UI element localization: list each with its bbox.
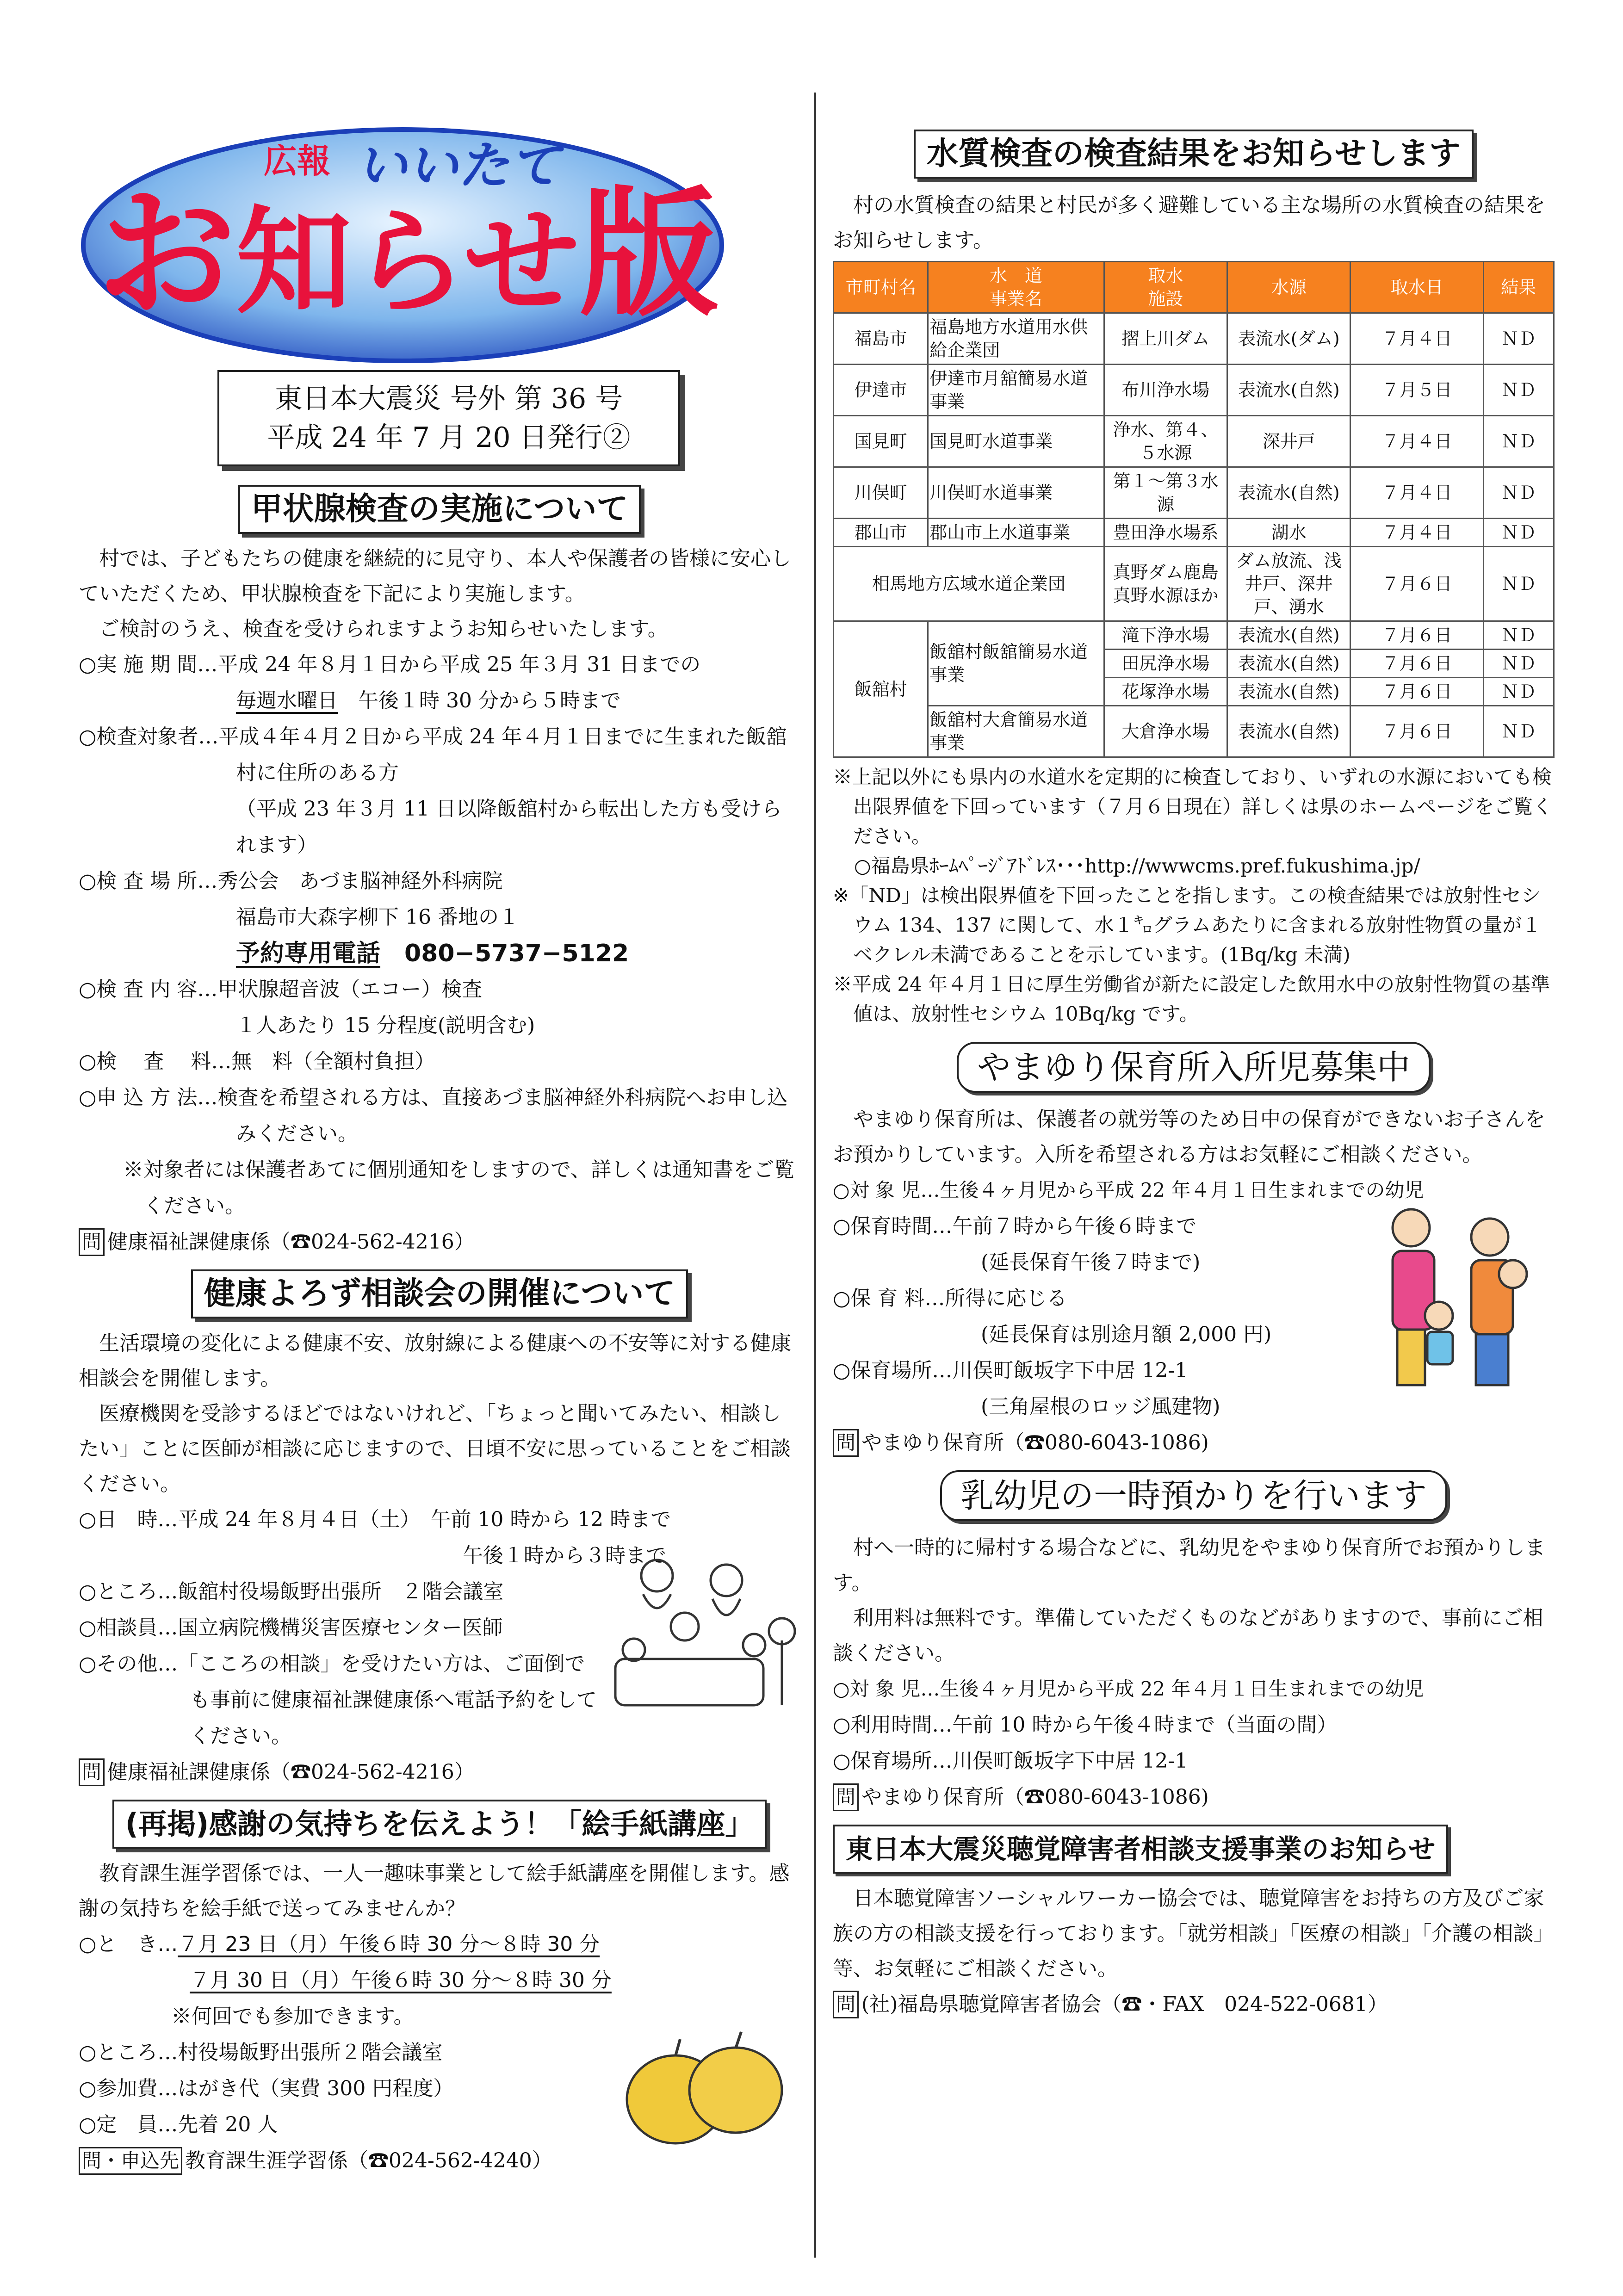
right-column: [833, 0, 1555, 2023]
cell-source: 表流水(ダム): [1227, 313, 1350, 365]
water-note2: ※「ND」は検出限界値を下回ったことを指します。この検査結果では放射性セシウム 134、137 に関して、水１㌔グラムあたりに含まれる放射性物質の量が１ベクレル未満であることを示しています。(1Bq/kg 未満): [833, 884, 1542, 966]
thyroid-fee-value: 無 料（全額村負担）: [231, 1050, 435, 1073]
hearing-heading: 東日本大震災聴覚障害者相談支援事業のお知らせ: [833, 1825, 1448, 1874]
thyroid-period-day: 毎週水曜日: [236, 689, 338, 712]
cell-project: 川俣町水道事業: [928, 467, 1104, 519]
etegami-details: [79, 2035, 800, 2179]
thyroid-contact-line: [79, 1224, 800, 1260]
cell-source: 表流水(自然): [1227, 678, 1350, 706]
nursery-place-note: (三角屋根のロッジ風建物): [981, 1395, 1220, 1418]
childcare-target: ○対 象 児…生後４ヶ月児から平成 22 年４月１日生まれまでの幼児: [833, 1677, 1424, 1700]
cell-facility: 摺上川ダム: [1104, 313, 1227, 365]
health-date: [79, 1502, 800, 1538]
nursery-contact-mark: 問: [833, 1429, 859, 1457]
header-date: 取水日: [1350, 262, 1483, 313]
etegami-place: ○ところ…村役場飯野出張所２階会議室: [79, 2041, 443, 2064]
thyroid-phone-value: 080−5737−5122: [404, 940, 629, 967]
thyroid-heading: 甲状腺検査の実施について: [238, 485, 641, 534]
cell-project: 伊達市月舘簡易水道事業: [928, 365, 1104, 416]
childcare-contact-line: [833, 1779, 1555, 1815]
etegami-contact-mark: 問・申込先: [79, 2147, 182, 2175]
table-row-iitate: [834, 621, 1554, 650]
cell-facility: 布川浄水場: [1104, 365, 1227, 416]
cell-facility: 滝下浄水場: [1104, 621, 1227, 650]
etegami-p1: 教育課生涯学習係では、一人一趣味事業として絵手紙講座を開催します。感謝の気持ちを絵手紙で送ってみませんか？: [79, 1862, 790, 1920]
column-divider: [814, 93, 816, 2258]
water-heading-wrap: [833, 130, 1555, 179]
nursery-target: ○対 象 児…生後４ヶ月児から平成 22 年４月１日生まれまでの幼児: [833, 1179, 1424, 1201]
nursery-heading-wrap: [833, 1042, 1555, 1093]
cell-date: ７月６日: [1350, 621, 1483, 650]
header-source: 水源: [1227, 262, 1350, 313]
cell-date: ７月４日: [1350, 313, 1483, 365]
hearing-contact: (社)福島県聴覚障害者協会（☎・FAX 024-522-0681）: [861, 1993, 1388, 2016]
etegami-heading-wrap: [79, 1800, 800, 1849]
thyroid-place: [79, 863, 800, 899]
family-illustration: [606, 1557, 800, 1714]
cell-source: 表流水(自然): [1227, 650, 1350, 678]
childcare-contact-mark: 問: [833, 1783, 859, 1811]
health-place: ○ところ…飯舘村役場飯野出張所 ２階会議室: [79, 1580, 504, 1603]
thyroid-period-value: 平成 24 年８月１日から平成 25 年３月 31 日までの: [217, 653, 701, 676]
health-details: [79, 1502, 800, 1754]
issue-line1: 東日本大震災 号外 第 36 号: [274, 383, 623, 415]
cell-facility: 田尻浄水場: [1104, 650, 1227, 678]
health-other: [79, 1646, 597, 1754]
nursery-p1: やまゆり保育所は、保護者の就労等のため日中の保育ができないお子さんをお預かりしています。入所を希望される方はお気軽にご相談ください。: [833, 1108, 1545, 1166]
header-project: 水 道 事業名: [928, 262, 1104, 313]
health-p2: 医療機関を受診するほどではないけれど、「ちょっと聞いてみたい、相談したい」ことに医師が相談に応じますので、日頃不安に思っていることをご相談ください。: [79, 1402, 791, 1496]
cell-result: ＮＤ: [1483, 519, 1554, 547]
masthead-char-o: お: [97, 173, 236, 335]
etegami-contact-line: [79, 2143, 800, 2179]
nursery-heading: やまゆり保育所入所児募集中: [957, 1042, 1431, 1093]
masthead-char-ra: ら: [352, 195, 464, 329]
nursery-contact: やまゆり保育所（☎080-6043-1086): [861, 1431, 1209, 1454]
cell-project: 郡山市上水道事業: [928, 519, 1104, 547]
cell-date: ７月５日: [1350, 365, 1483, 416]
health-p1: 生活環境の変化による健康不安、放射線による健康への不安等に対する健康相談会を開催します。: [79, 1331, 791, 1390]
cell-source: 湖水: [1227, 519, 1350, 547]
cell-facility: 真野ダム鹿島真野水源ほか: [1104, 547, 1227, 621]
masthead-title: [97, 173, 719, 336]
header-facility: 取水 施設: [1104, 262, 1227, 313]
thyroid-phone-label: 予約専用電話: [236, 940, 381, 967]
masthead: [79, 106, 800, 365]
cell-result: ＮＤ: [1483, 416, 1554, 467]
thyroid-content-time: １人あたり 15 分程度(説明含む): [236, 1014, 535, 1037]
etegami-date-note: ※何回でも参加できます。: [171, 2005, 414, 2028]
health-contact-mark: 問: [79, 1758, 105, 1786]
cell-result: ＮＤ: [1483, 678, 1554, 706]
cell-city: 川俣町: [834, 467, 928, 519]
childcare-heading-wrap: [833, 1470, 1555, 1521]
health-date-label: ○日 時…: [79, 1508, 178, 1531]
thyroid-target: [79, 719, 800, 791]
health-staff: ○相談員…国立病院機構災害医療センター医師: [79, 1616, 503, 1640]
hearing-p1: 日本聴覚障害ソーシャルワーカー協会では、聴覚障害をお持ちの方及びご家族の方の相談支援を行っております。「就労相談」「医療の相談」「介護の相談」等、お気軽にご相談ください。: [833, 1887, 1554, 1980]
cell-date: ７月６日: [1350, 547, 1483, 621]
thyroid-target-note: （平成 23 年３月 11 日以降飯舘村から転出した方も受けられます）: [236, 797, 782, 857]
cell-source: 表流水(自然): [1227, 621, 1350, 650]
issue-box: [217, 370, 680, 466]
header-city: 市町村名: [834, 262, 928, 313]
cell-result: ＮＤ: [1483, 621, 1554, 650]
nursery-fee: ○保 育 料…所得に応じる: [833, 1287, 1067, 1310]
cell-date: ７月４日: [1350, 467, 1483, 519]
cell-date: ７月６日: [1350, 706, 1483, 757]
thyroid-heading-wrap: [79, 485, 800, 534]
etegami-date-label: ○と き…: [79, 1932, 178, 1956]
cell-soma-name: 相馬地方広域水道企業団: [834, 547, 1104, 621]
cell-result: ＮＤ: [1483, 467, 1554, 519]
thyroid-target-value: 平成４年４月２日から平成 24 年４月１日までに生まれた飯舘村に住所のある方: [218, 725, 787, 785]
childcare-heading: 乳幼児の一時預かりを行います: [940, 1470, 1447, 1521]
cell-project: 飯舘村大倉簡易水道事業: [928, 706, 1104, 757]
cell-source: 表流水(自然): [1227, 467, 1350, 519]
cell-city: 国見町: [834, 416, 928, 467]
issue-line2: 平成 24 年 7 月 20 日発行②: [267, 421, 631, 454]
table-row: [834, 365, 1554, 416]
cell-result: ＮＤ: [1483, 313, 1554, 365]
water-note1-url: ○福島県ﾎｰﾑﾍﾟｰｼﾞｱﾄﾞﾚｽ･･･http://wwwcms.pref.fukushima.jp/: [854, 854, 1420, 877]
water-table-header: [834, 262, 1554, 313]
cell-project: 国見町水道事業: [928, 416, 1104, 467]
etegami-heading: (再掲)感謝の気持ちを伝えよう！「絵手紙講座」: [112, 1800, 767, 1849]
thyroid-intro1: 村では、子どもたちの健康を継続的に見守り、本人や保護者の皆様に安心していただくため、甲状腺検査を下記により実施します。: [79, 547, 791, 606]
childcare-hours: ○利用時間…午前 10 時から午後４時まで（当面の間）: [833, 1713, 1338, 1737]
health-contact-line: [79, 1754, 800, 1790]
cell-result: ＮＤ: [1483, 650, 1554, 678]
cell-facility: 浄水、第４、５水源: [1104, 416, 1227, 467]
thyroid-period-label: ○実 施 期 間…: [79, 653, 218, 676]
thyroid-period: [79, 647, 800, 683]
masthead-char-chi: 知: [236, 195, 352, 329]
cell-source: 表流水(自然): [1227, 706, 1350, 757]
cell-city: 飯舘村: [834, 621, 928, 757]
cell-result: ＮＤ: [1483, 547, 1554, 621]
nursery-hours-ext: (延長保育午後７時まで): [981, 1250, 1201, 1274]
thyroid-apply: [79, 1080, 800, 1152]
etegami-date1: ７月 23 日（月）午後６時 30 分〜８時 30 分: [178, 1932, 600, 1956]
health-other-value: 「こころの相談」を受けたい方は、ご面倒でも事前に健康福祉課健康係へ電話予約をしてください。: [178, 1652, 597, 1748]
thyroid-contact-mark: 問: [79, 1228, 105, 1256]
thyroid-contact: 健康福祉課健康係（☎024-562-4216）: [107, 1230, 475, 1254]
cell-facility: 第１〜第３水源: [1104, 467, 1227, 519]
nursery-details: [833, 1172, 1555, 1461]
childcare-place: ○保育場所…川俣町飯坂字下中居 12-1: [833, 1749, 1188, 1773]
thyroid-fee: [79, 1044, 800, 1080]
etegami-date1-line: [79, 1926, 800, 1962]
water-note3: ※平成 24 年４月１日に厚生労働省が新たに設定した飲用水中の放射性物質の基準値は、放射性セシウム 10Bq/kg です。: [833, 973, 1550, 1025]
cell-source: 深井戸: [1227, 416, 1350, 467]
table-row: [834, 313, 1554, 365]
left-column: [79, 0, 800, 2179]
thyroid-period-day-line: [79, 683, 800, 719]
cell-city: 伊達市: [834, 365, 928, 416]
thyroid-fee-label: ○検 査 料…: [79, 1050, 232, 1073]
thyroid-content-value: 甲状腺超音波（エコー）検査: [217, 978, 483, 1001]
nursery-hours: ○保育時間…午前７時から午後６時まで: [833, 1214, 1197, 1238]
cell-result: ＮＤ: [1483, 365, 1554, 416]
health-date-value2: 午後１時から３時まで: [463, 1544, 666, 1567]
masthead-char-han: 版: [579, 173, 719, 335]
health-other-label: ○その他…: [79, 1652, 178, 1676]
masthead-koho: 広報: [264, 142, 331, 180]
health-heading-wrap: [79, 1269, 800, 1318]
etegami-fee: ○参加費…はがき代（実費 300 円程度）: [79, 2077, 454, 2100]
thyroid-content: [79, 972, 800, 1008]
thyroid-place-label: ○検 査 場 所…: [79, 869, 218, 893]
masthead-iitate: いいたて: [356, 136, 560, 195]
hearing-contact-mark: 問: [833, 1991, 859, 2018]
childcare-p2: 利用料は無料です。準備していただくものなどがありますので、事前にご相談ください。: [833, 1606, 1543, 1665]
etegami-capacity: ○定 員…先着 20 人: [79, 2113, 278, 2136]
cell-source: 表流水(自然): [1227, 365, 1350, 416]
thyroid-place-address: 福島市大森字柳下 16 番地の１: [236, 905, 519, 929]
childcare-p1: 村へ一時的に帰村する場合などに、乳幼児をやまゆり保育所でお預かりします。: [833, 1536, 1545, 1595]
table-row-iitate: [834, 706, 1554, 757]
hearing-heading-wrap: [833, 1825, 1555, 1874]
thyroid-place-value: 秀公会 あづま脳神経外科病院: [217, 869, 503, 893]
health-contact: 健康福祉課健康係（☎024-562-4216）: [107, 1760, 475, 1784]
header-result: 結果: [1483, 262, 1554, 313]
water-table: [833, 261, 1555, 758]
table-row-soma: [834, 547, 1554, 621]
cell-date: ７月６日: [1350, 678, 1483, 706]
table-row: [834, 416, 1554, 467]
thyroid-target-label: ○検査対象者…: [79, 725, 219, 749]
cell-source: ダム放流、浅井戸、深井戸、湧水: [1227, 547, 1350, 621]
thyroid-apply-value: 検査を希望される方は、直接あづま脳神経外科病院へお申し込みください。: [217, 1086, 788, 1145]
thyroid-period-time: 午後１時 30 分から５時まで: [358, 689, 621, 712]
nursery-contact-line: [833, 1425, 1555, 1461]
pear-illustration: [620, 2025, 787, 2146]
thyroid-apply-label: ○申 込 方 法…: [79, 1086, 218, 1109]
thyroid-intro2: ご検討のうえ、検査を受けられますようお知らせいたします。: [99, 617, 668, 641]
etegami-date2: ７月 30 日（月）午後６時 30 分〜８時 30 分: [190, 1968, 612, 1992]
cell-city: 福島市: [834, 313, 928, 365]
health-heading: 健康よろず相談会の開催について: [191, 1269, 688, 1318]
cell-project: 福島地方水道用水供給企業団: [928, 313, 1104, 365]
health-date-value: 平成 24 年８月４日（土） 午前 10 時から 12 時まで: [178, 1508, 671, 1531]
table-row: [834, 467, 1554, 519]
masthead-char-se: せ: [464, 195, 580, 329]
cell-facility: 大倉浄水場: [1104, 706, 1227, 757]
table-row: [834, 519, 1554, 547]
etegami-contact: 教育課生涯学習係（☎024-562-4240）: [185, 2149, 552, 2172]
thyroid-note: ※対象者には保護者あてに個別通知をしますので、詳しくは通知書をご覧ください。: [123, 1158, 795, 1218]
mother-children-illustration: [1360, 1200, 1545, 1394]
cell-date: ７月６日: [1350, 650, 1483, 678]
water-heading: 水質検査の検査結果をお知らせします: [914, 130, 1474, 179]
cell-date: ７月４日: [1350, 519, 1483, 547]
nursery-fee-ext: (延長保育は別途月額 2,000 円): [981, 1323, 1272, 1346]
water-intro: 村の水質検査の結果と村民が多く避難している主な場所の水質検査の結果をお知らせします。: [833, 193, 1545, 252]
childcare-contact: やまゆり保育所（☎080-6043-1086): [861, 1785, 1209, 1809]
cell-city: 郡山市: [834, 519, 928, 547]
cell-facility: 豊田浄水場系: [1104, 519, 1227, 547]
water-note1: ※上記以外にも県内の水道水を定期的に検査しており、いずれの水源においても検出限界値を下回っています（７月６日現在）詳しくは県のホームページをご覧ください。: [833, 766, 1553, 848]
cell-facility: 花塚浄水場: [1104, 678, 1227, 706]
cell-date: ７月４日: [1350, 416, 1483, 467]
hearing-contact-line: [833, 1987, 1555, 2023]
cell-result: ＮＤ: [1483, 706, 1554, 757]
thyroid-phone-line: [79, 935, 800, 972]
cell-project: 飯舘村飯舘簡易水道事業: [928, 621, 1104, 706]
nursery-place: ○保育場所…川俣町飯坂字下中居 12-1: [833, 1359, 1188, 1382]
thyroid-content-label: ○検 査 内 容…: [79, 978, 218, 1001]
etegami-date2-line: [79, 1962, 800, 1999]
